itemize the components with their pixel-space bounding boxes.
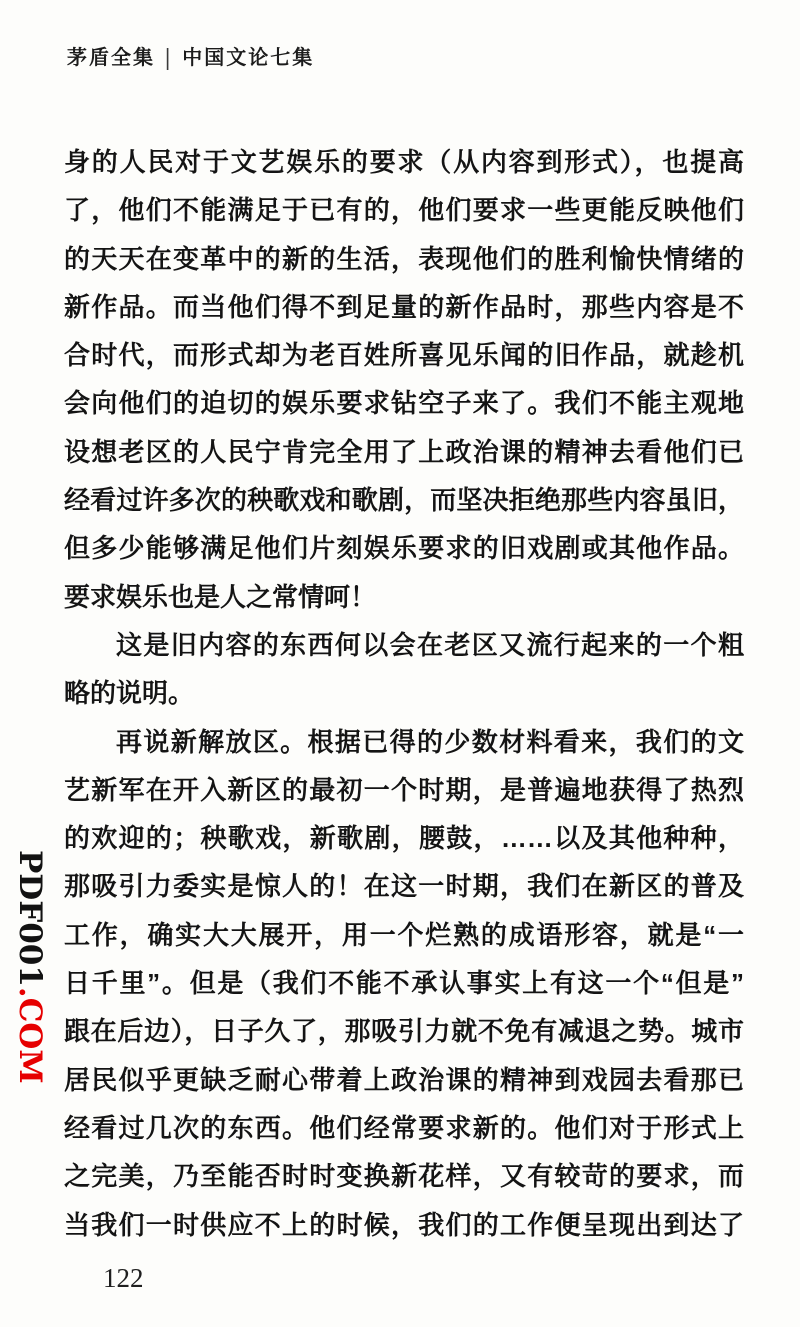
- text-line: 的欢迎的；秧歌戏，新歌剧，腰鼓，……以及其他种种，: [64, 823, 744, 854]
- text-line: 经看过几次的东西。他们经常要求新的。他们对于形式上: [64, 1112, 744, 1143]
- text-line: 跟在后边），日子久了，那吸引力就不免有减退之势。城市: [64, 1016, 744, 1047]
- text-line: 了，他们不能满足于已有的，他们要求一些更能反映他们: [64, 195, 744, 226]
- text-line: 合时代，而形式却为老百姓所喜见乐闻的旧作品，就趁机: [64, 340, 744, 371]
- text-line-paragraph-start: 这是旧内容的东西何以会在老区又流行起来的一个粗: [116, 629, 744, 660]
- text-line: 的天天在变革中的新的生活，表现他们的胜利愉快情绪的: [64, 243, 744, 274]
- series-title: 茅盾全集: [67, 47, 155, 69]
- text-line: 工作，确实大大展开，用一个烂熟的成语形容，就是“一: [64, 919, 744, 950]
- watermark-red-text: .COM: [12, 986, 48, 1084]
- text-line: 略的说明。: [64, 678, 195, 709]
- text-line: 当我们一时供应不上的时候，我们的工作便呈现出到达了: [64, 1209, 744, 1240]
- text-line: 居民似乎更缺乏耐心带着上政治课的精神到戏园去看那已: [64, 1064, 744, 1095]
- text-line-paragraph-start: 再说新解放区。根据已得的少数材料看来，我们的文: [116, 726, 744, 757]
- text-line: 身的人民对于文艺娱乐的要求（从内容到形式），也提高: [64, 147, 744, 177]
- text-line: 经看过许多次的秧歌戏和歌剧，而坚决拒绝那些内容虽旧，: [64, 485, 744, 516]
- watermark-black-text: PDF001: [12, 850, 48, 987]
- text-line: 艺新军在开入新区的最初一个时期，是普遍地获得了热烈: [64, 774, 744, 805]
- body-text-column: [64, 138, 744, 1249]
- header-separator: |: [165, 45, 173, 71]
- text-line: 会向他们的迫切的娱乐要求钻空子来了。我们不能主观地: [64, 388, 744, 419]
- page-number: 122: [103, 1263, 144, 1293]
- running-head: [67, 41, 314, 70]
- text-line: 日千里”。但是（我们不能不承认事实上有这一个“但是”: [64, 968, 744, 999]
- text-line: 新作品。而当他们得不到足量的新作品时，那些内容是不: [64, 291, 744, 322]
- text-line: 那吸引力委实是惊人的！在这一时期，我们在新区的普及: [64, 871, 744, 902]
- text-line: 之完美，乃至能否时时变换新花样，又有较苛的要求，而: [64, 1161, 744, 1192]
- text-line: 要求娱乐也是人之常情呵！: [64, 581, 377, 612]
- volume-title: 中国文论七集: [182, 47, 315, 69]
- text-line: 但多少能够满足他们片刻娱乐要求的旧戏剧或其他作品。: [64, 533, 744, 564]
- watermark-pdf001: [12, 850, 48, 1084]
- text-line: 设想老区的人民宁肯完全用了上政治课的精神去看他们已: [64, 436, 744, 467]
